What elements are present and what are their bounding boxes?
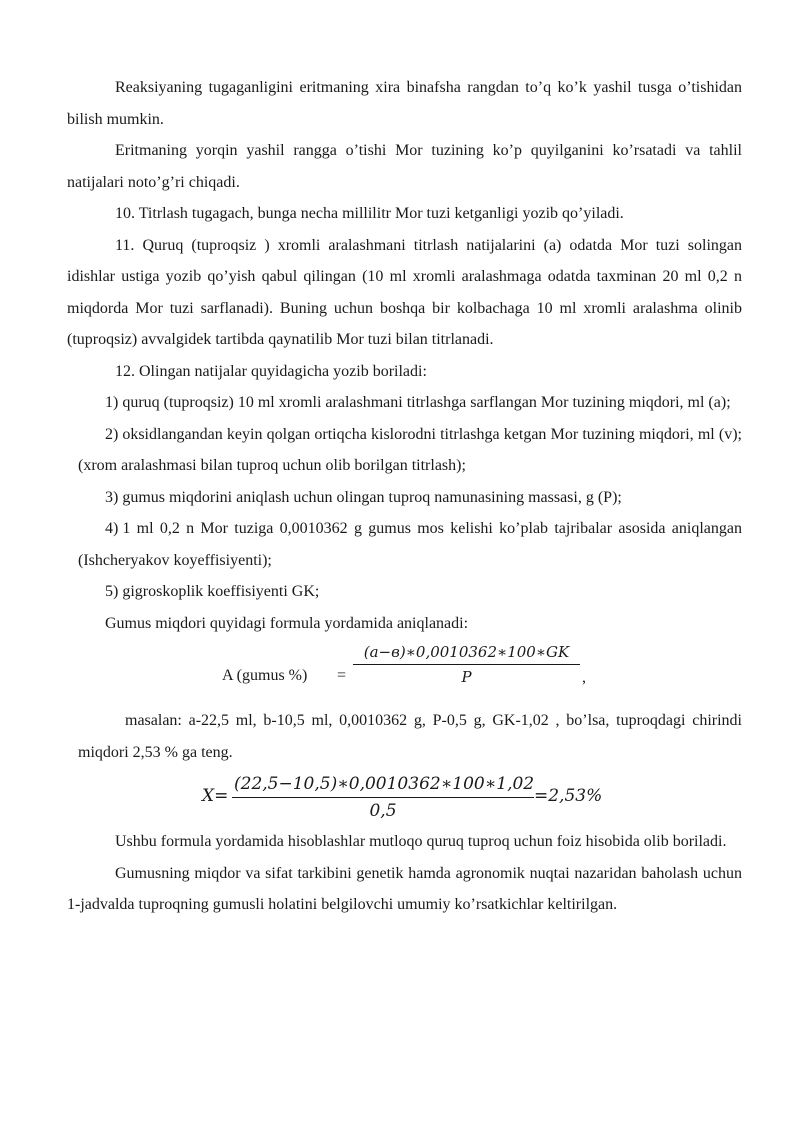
paragraph-green-color: Eritmaning yorqin yashil rangga o’tishi Mor tuzining ko’p quyilganini ko’rsatadi va tahlil natijalari noto’g’ri chiqadi. <box>67 142 742 191</box>
formula-intro: Gumus miqdori quyidagi formula yordamida aniqlanadi: <box>105 614 469 632</box>
calc-lhs: X= <box>202 786 229 806</box>
paragraph-reaction-end: Reaksiyaning tugaganligini eritmaning xira binafsha rangdan to’q ko’k yashil tusga o’tishidan bilish mumkin. <box>67 79 742 128</box>
results-list <box>67 387 742 608</box>
list-item-text: 1 ml 0,2 n Mor tuziga 0,0010362 g gumus mos kelishi ko’plab tajribalar asosida aniqlangan (Ishcheryakov koyeffisiyenti); <box>78 520 742 569</box>
paragraph-formula-note: Ushbu formula yordamida hisoblashlar mutloqo quruq tuproq uchun foiz hisobida olib boriladi. <box>115 833 727 850</box>
calc-numerator: (22,5−10,5)∗0,0010362∗100∗1,02 <box>232 772 534 798</box>
formula-equals: = <box>337 667 347 684</box>
paragraph-step-11: 11. Quruq (tuproqsiz ) xromli aralashmani titrlash natijalarini (a) odatda Mor tuzi solingan idishlar ustiga yozib qo’yish qabul qilingan (10 ml xromli aralashmaga odatda taxminan 20 ml 0,2 n miqdorda Mor tuzi sarflanadi). Buning uchun boshqa bir kolbachaga 10 ml xromli aralashma olinib (tuproqsiz) avvalgidek tartibda qaynatilib Mor tuzi bilan titrlanadi. <box>67 236 742 348</box>
list-item <box>67 387 742 419</box>
humus-formula <box>67 641 742 705</box>
list-item-number: 3) <box>105 488 119 506</box>
paragraph-step-12: 12. Olingan natijalar quyidagicha yozib boriladi: <box>115 362 427 380</box>
formula-denominator: P <box>461 668 472 686</box>
list-item-number: 2) <box>105 425 119 443</box>
formula-numerator: (а−в)∗0,0010362∗100∗GK <box>353 641 580 665</box>
calc-result: =2,53% <box>534 786 603 806</box>
list-item-text: gumus miqdorini aniqlash uchun olingan tuproq namunasining massasi, g (P); <box>122 488 622 506</box>
calc-denominator: 0,5 <box>369 801 397 821</box>
list-item-number: 4) <box>105 520 119 537</box>
formula-trailing-comma: , <box>582 669 586 686</box>
list-item-text: quruq (tuproqsiz) 10 ml xromli aralashmani titrlashga sarflangan Mor tuzining miqdori, ml (a); <box>122 394 731 411</box>
paragraph-table-reference: Gumusning miqdor va sifat tarkibini genetik hamda agronomik nuqtai nazaridan baholash uchun 1-jadvalda tuproqning gumusli holatini belgilovchi umumiy ko’rsatkichlar keltirilgan. <box>67 864 742 913</box>
list-item <box>67 576 742 608</box>
example-paragraph: masalan: a-22,5 ml, b-10,5 ml, 0,0010362 g, P-0,5 g, GK-1,02 , bo’lsa, tuproqdagi chirindi miqdori 2,53 % ga teng. <box>78 712 742 761</box>
list-item-text: gigroskoplik koeffisiyenti GK; <box>122 583 320 600</box>
formula-fraction <box>353 641 580 688</box>
list-item-number: 1) <box>105 394 119 411</box>
list-item <box>67 482 742 514</box>
list-item-text: oksidlangandan keyin qolgan ortiqcha kislorodni titrlashga ketgan Mor tuzining miqdori, ml (v); (xrom aralashmasi bilan tuproq uchun olib borilgan titrlash); <box>78 425 742 474</box>
example-calculation <box>67 772 742 826</box>
formula-label: A (gumus %) <box>222 667 308 684</box>
document-page <box>67 72 742 921</box>
list-item <box>67 419 742 482</box>
paragraph-step-10: 10. Titrlash tugagach, bunga necha millilitr Mor tuzi ketganligi yozib qo’yiladi. <box>115 205 624 222</box>
list-item-number: 5) <box>105 583 119 600</box>
calc-fraction <box>232 772 534 823</box>
list-item <box>67 513 742 576</box>
